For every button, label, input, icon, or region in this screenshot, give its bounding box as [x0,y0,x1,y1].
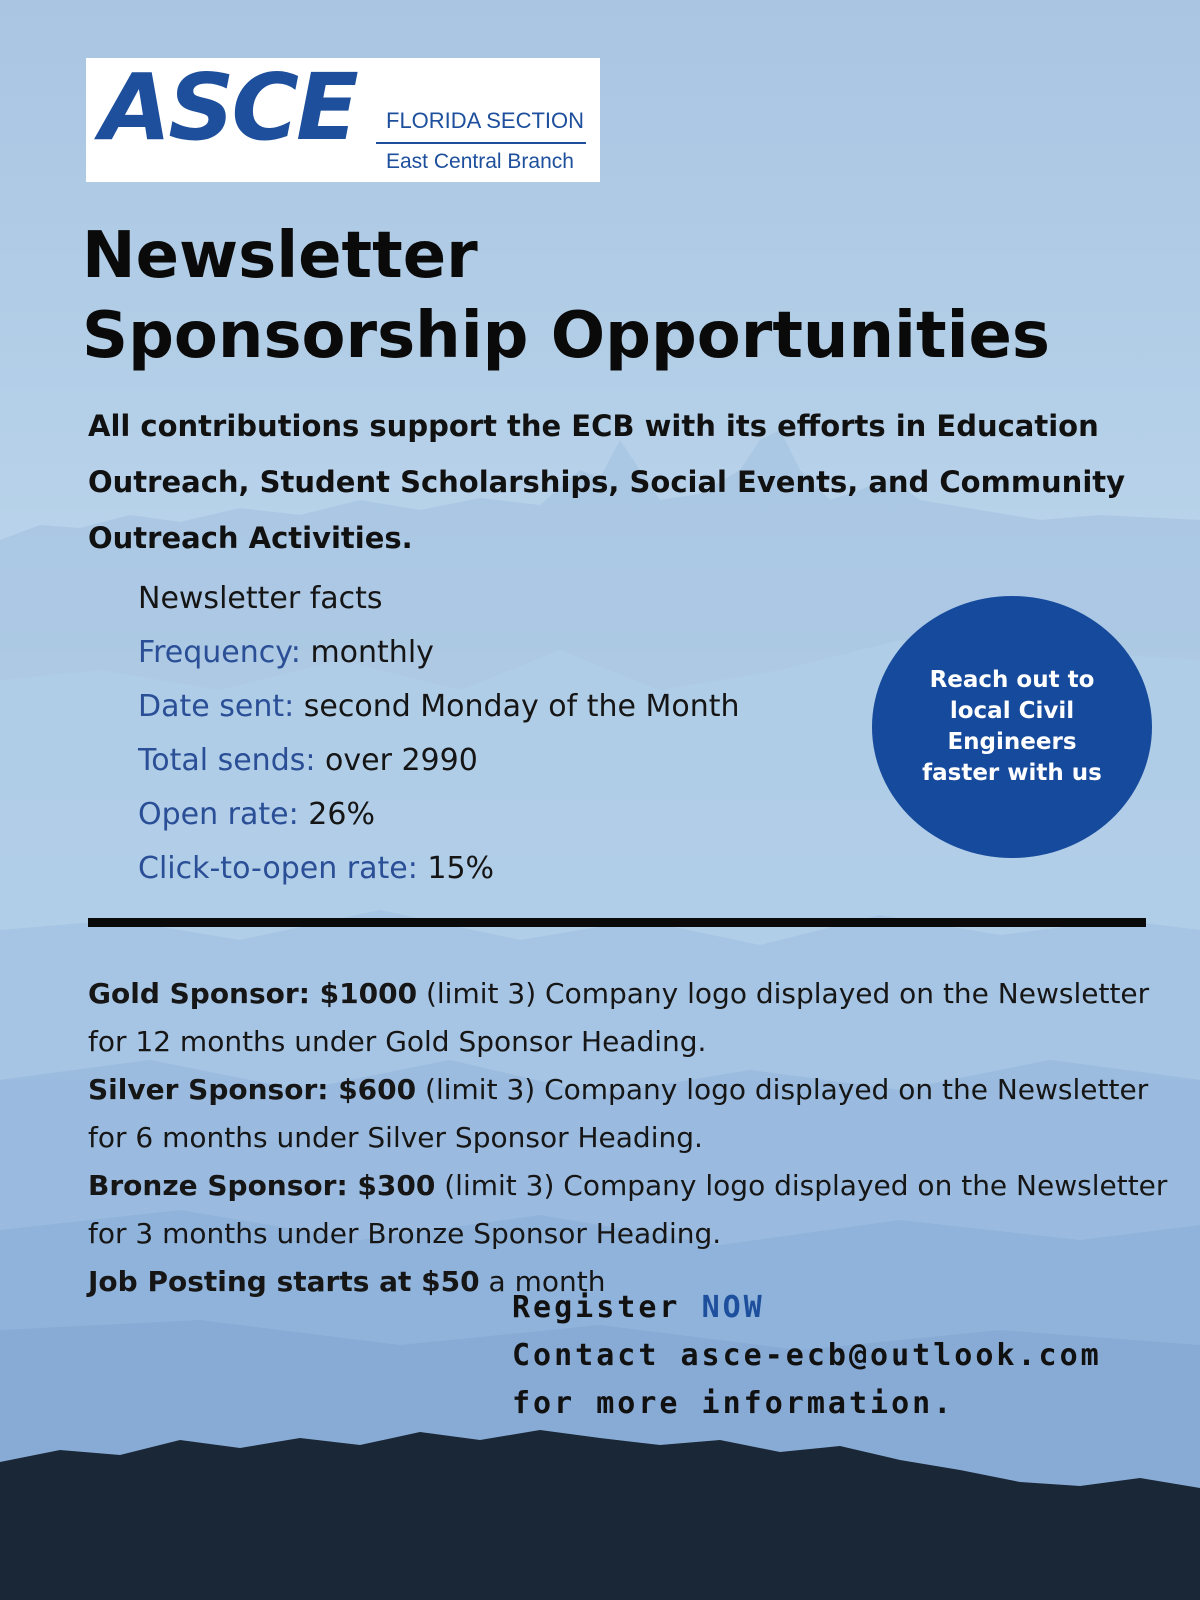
tier-name: Gold Sponsor: $1000 [88,977,418,1010]
tier-name: Job Posting starts at $50 [88,1265,480,1298]
sponsor-tiers [88,970,1168,1306]
bubble-text: Reach out to local Civil Engineers faster with us [922,667,1102,786]
title-line-1: Newsletter [82,219,478,293]
logo-rule [376,142,586,144]
facts-heading: Newsletter facts [138,581,383,616]
more-info-line: for more information. [512,1386,955,1421]
logo-branch: East Central Branch [386,150,574,173]
register-prefix: Register [512,1290,681,1325]
support-text: All contributions support the ECB with its efforts in Education Outreach, Student Scholarships, Social Events, and Community Outreach Activities. [88,409,1126,555]
fact-value: monthly [310,635,434,670]
fact-value: over 2990 [325,743,478,778]
logo-section: FLORIDA SECTION [386,108,585,133]
asce-logo [86,54,600,182]
fact-date-sent [138,680,740,734]
tier-desc: (limit 3) Company logo displayed on the Newsletter for 3 months under Bronze Sponsor Heading. [88,1169,1168,1250]
tier-desc: a month [488,1265,606,1298]
tier-silver [88,1066,1168,1162]
fact-click-to-open-rate [138,842,740,896]
fact-label: Open rate: [138,797,299,832]
reach-out-bubble [872,596,1152,858]
logo-wordmark: ASCE [100,54,356,161]
register-block [512,1284,1102,1428]
contact-line[interactable]: Contact asce-ecb@outlook.com [512,1338,1102,1373]
tier-name: Bronze Sponsor: $300 [88,1169,436,1202]
tier-name: Silver Sponsor: $600 [88,1073,417,1106]
fact-total-sends [138,734,740,788]
register-now: NOW [701,1290,765,1325]
page-title [82,216,1182,376]
tier-desc: (limit 3) Company logo displayed on the Newsletter for 6 months under Silver Sponsor Heading. [88,1073,1149,1154]
title-line-2: Sponsorship Opportunities [82,299,1050,373]
fact-label: Click-to-open rate: [138,851,418,886]
fact-value: second Monday of the Month [303,689,740,724]
fact-label: Total sends: [138,743,316,778]
tier-desc: (limit 3) Company logo displayed on the Newsletter for 12 months under Gold Sponsor Heading. [88,977,1150,1058]
fact-open-rate [138,788,740,842]
fact-value: 15% [427,851,495,886]
newsletter-facts [138,572,740,896]
fact-label: Date sent: [138,689,295,724]
tier-gold [88,970,1168,1066]
fact-frequency [138,626,740,680]
fact-label: Frequency: [138,635,301,670]
fact-value: 26% [308,797,375,832]
register-line [512,1284,1102,1332]
tier-bronze [88,1162,1168,1258]
section-divider [88,918,1146,927]
